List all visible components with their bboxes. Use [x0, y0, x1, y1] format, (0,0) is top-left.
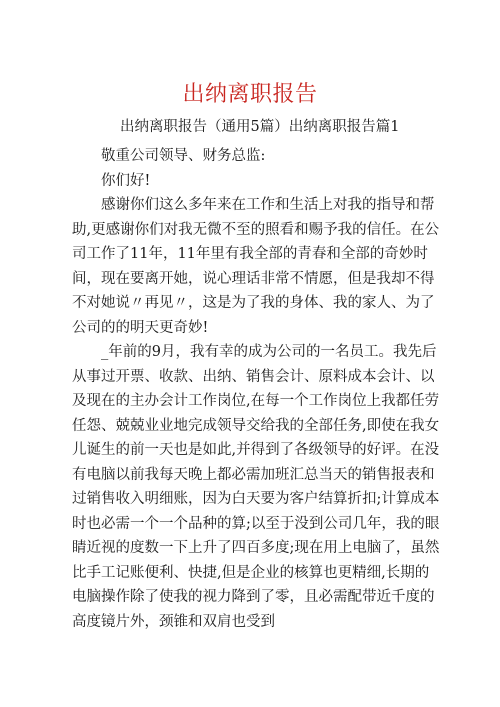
body-paragraph: 感谢你们这么多年来在工作和生活上对我的指导和帮助,更感谢你们对我无微不至的照看和赐予我的信任。在公司工作了11年，11年里有我全部的青春和全部的奇妙时间，现在要离开她，说心理话非常不情愿，但是我却不得不对她说〃再见〃，这是为了我的身体、我的家人、为了公司的的明天更奇妙!: [72, 197, 440, 336]
document-body: [72, 144, 442, 634]
document-subtitle: 出纳离职报告（通用5篇）出纳离职报告篇1: [120, 119, 400, 135]
body-paragraph: _年前的9月，我有幸的成为公司的一名员工。我先后从事过开票、收款、出纳、销售会计、原料成本会计、以及现在的主办会计工作岗位,在每一个工作岗位上我都任劳任怨、兢兢业业地完成领导交给我的全部任务,即使在我女儿诞生的前一天也是如此,并得到了各级领导的好评。在没有电脑以前我每天晚上都必需加班汇总当天的销售报表和过销售收入明细账，因为白天要为客户结算折扣;计算成本时也必需一个一个品种的算;以至于没到公司几年，我的眼睛近视的度数一下上升了四百多度;现在用上电脑了，虽然比手工记账便利、快捷,但是企业的核算也更精细,长期的电脑操作除了使我的视力降到了零，且必需配带近千度的高度镜片外，颈锥和双肩也受到: [72, 344, 440, 630]
page-title: 出纳离职报告: [182, 82, 318, 107]
salutation-paragraph: 敬重公司领导、财务总监:: [101, 148, 266, 164]
greeting-paragraph: 你们好!: [101, 172, 151, 189]
